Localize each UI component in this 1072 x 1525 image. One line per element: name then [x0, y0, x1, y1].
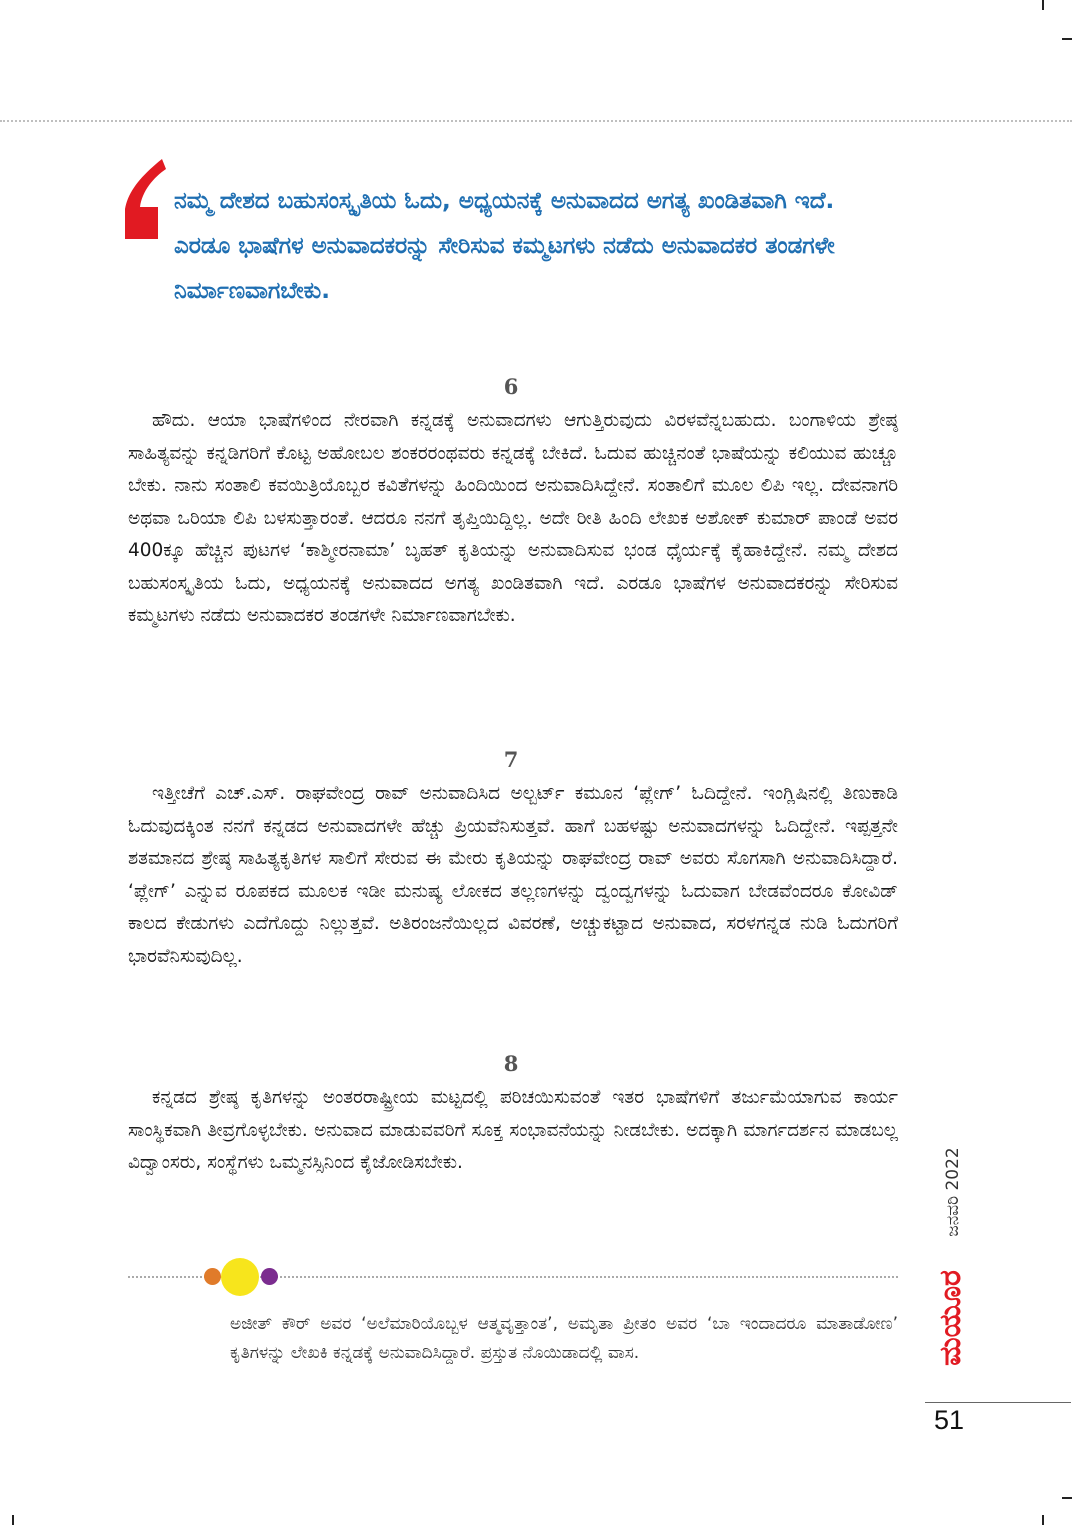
- issue-date: ಜನವರಿ 2022: [943, 1147, 963, 1237]
- purple-dot: [261, 1268, 278, 1285]
- crop-mark: [12, 1515, 14, 1525]
- orange-dot: [204, 1268, 221, 1285]
- crop-mark: [1042, 1515, 1044, 1525]
- page-number: 51: [934, 1405, 965, 1435]
- body-paragraph: ಇತ್ತೀಚೆಗೆ ಎಚ್.ಎಸ್. ರಾಘವೇಂದ್ರ ರಾವ್ ಅನುವಾದಿಸಿದ ಅಲ್ಬರ್ಟ್ ಕಮೂನ ‘ಪ್ಲೇಗ್’ ಓದಿದ್ದೇನೆ. ಇಂಗ್ಲಿಷಿನಲ್ಲಿ ತಿಣುಕಾಡಿ ಓದುವುದಕ್ಕಿಂತ ನನಗೆ ಕನ್ನಡದ ಅನುವಾದಗಳೇ ಹೆಚ್ಚು ಪ್ರಿಯವೆನಿಸುತ್ತವೆ. ಹಾಗೆ ಬಹಳಷ್ಟು ಅನುವಾದಗಳನ್ನು ಓದಿದ್ದೇನೆ. ಇಪ್ಪತ್ತನೇ ಶತಮಾನದ ಶ್ರೇಷ್ಠ ಸಾಹಿತ್ಯಕೃತಿಗಳ ಸಾಲಿಗೆ ಸೇರುವ ಈ ಮೇರು ಕೃತಿಯನ್ನು ರಾಘವೇಂದ್ರ ರಾವ್ ಅವರು ಸೊಗಸಾಗಿ ಅನುವಾದಿಸಿದ್ದಾರೆ. ‘ಪ್ಲೇಗ್’ ಎನ್ನುವ ರೂಪಕದ ಮೂಲಕ ಇಡೀ ಮನುಷ್ಯ ಲೋಕದ ತಲ್ಲಣಗಳನ್ನು ದ್ವಂದ್ವಗಳನ್ನು ಓದುವಾಗ ಬೇಡವೆಂದರೂ ಕೋವಿಡ್ ಕಾಲದ ಕೇಡುಗಳು ಎದೆಗೊದ್ದು ನಿಲ್ಲುತ್ತವೆ. ಅತಿರಂಜನೆಯಿಲ್ಲದ ವಿವರಣೆ, ಅಚ್ಚುಕಟ್ಟಾದ ಅನುವಾದ, ಸರಳಗನ್ನಡ ನುಡಿ ಓದುಗರಿಗೆ ಭಾರವೆನಿಸುವುದಿಲ್ಲ.: [128, 783, 898, 967]
- body-paragraph: ಹೌದು. ಆಯಾ ಭಾಷೆಗಳಿಂದ ನೇರವಾಗಿ ಕನ್ನಡಕ್ಕೆ ಅನುವಾದಗಳು ಆಗುತ್ತಿರುವುದು ವಿರಳವೆನ್ನಬಹುದು. ಬಂಗಾಳಿಯ ಶ್ರೇಷ್ಠ ಸಾಹಿತ್ಯವನ್ನು ಕನ್ನಡಿಗರಿಗೆ ಕೊಟ್ಟ ಅಹೋಬಲ ಶಂಕರರಂಥವರು ಕನ್ನಡಕ್ಕೆ ಬೇಕಿದೆ. ಓದುವ ಹುಚ್ಚಿನಂತೆ ಭಾಷೆಯನ್ನು ಕಲಿಯುವ ಹುಚ್ಚೂ ಬೇಕು. ನಾನು ಸಂತಾಲಿ ಕವಯಿತ್ರಿಯೊಬ್ಬರ ಕವಿತೆಗಳನ್ನು ಹಿಂದಿಯಿಂದ ಅನುವಾದಿಸಿದ್ದೇನೆ. ಸಂತಾಲಿಗೆ ಮೂಲ ಲಿಪಿ ಇಲ್ಲ. ದೇವನಾಗರಿ ಅಥವಾ ಒರಿಯಾ ಲಿಪಿ ಬಳಸುತ್ತಾರಂತೆ. ಆದರೂ ನನಗೆ ತೃಪ್ತಿಯಿದ್ದಿಲ್ಲ. ಅದೇ ರೀತಿ ಹಿಂದಿ ಲೇಖಕ ಅಶೋಕ್ ಕುಮಾರ್ ಪಾಂಡೆ ಅವರ 400ಕ್ಕೂ ಹೆಚ್ಚಿನ ಪುಟಗಳ ‘ಕಾಶ್ಮೀರನಾಮಾ’ ಬೃಹತ್ ಕೃತಿಯನ್ನು ಅನುವಾದಿಸುವ ಭಂಡ ಧೈರ್ಯಕ್ಕೆ ಕೈಹಾಕಿದ್ದೇನೆ. ನಮ್ಮ ದೇಶದ ಬಹುಸಂಸ್ಕೃತಿಯ ಓದು, ಅಧ್ಯಯನಕ್ಕೆ ಅನುವಾದದ ಅಗತ್ಯ ಖಂಡಿತವಾಗಿ ಇದೆ. ಎರಡೂ ಭಾಷೆಗಳ ಅನುವಾದಕರನ್ನು ಸೇರಿಸುವ ಕಮ್ಮಟಗಳು ನಡೆದು ಅನುವಾದಕರ ತಂಡಗಳೇ ನಿರ್ಮಾಣವಾಗಬೇಕು.: [128, 410, 898, 626]
- quote-mark-icon: [122, 157, 172, 247]
- magazine-logo: ಮಯೂರ: [933, 1270, 968, 1366]
- page-number-rule: [925, 1402, 1071, 1403]
- section-number: 7: [503, 747, 519, 772]
- crop-mark: [1062, 38, 1072, 40]
- body-paragraph: ಕನ್ನಡದ ಶ್ರೇಷ್ಠ ಕೃತಿಗಳನ್ನು ಅಂತರರಾಷ್ಟ್ರೀಯ ಮಟ್ಟದಲ್ಲಿ ಪರಿಚಯಿಸುವಂತೆ ಇತರ ಭಾಷೆಗಳಿಗೆ ತರ್ಜುಮೆಯಾಗುವ ಕಾರ್ಯ ಸಾಂಸ್ಥಿಕವಾಗಿ ತೀವ್ರಗೊಳ್ಳಬೇಕು. ಅನುವಾದ ಮಾಡುವವರಿಗೆ ಸೂಕ್ತ ಸಂಭಾವನೆಯನ್ನು ನೀಡಬೇಕು. ಅದಕ್ಕಾಗಿ ಮಾರ್ಗದರ್ಶನ ಮಾಡಬಲ್ಲ ವಿದ್ವಾಂಸರು, ಸಂಸ್ಥೆಗಳು ಒಮ್ಮನಸ್ಸಿನಿಂದ ಕೈಜೋಡಿಸಬೇಕು.: [128, 1087, 898, 1173]
- yellow-dot: [221, 1258, 259, 1296]
- section-number: 6: [503, 374, 519, 399]
- crop-mark: [1062, 1497, 1072, 1499]
- section-number: 8: [503, 1051, 519, 1076]
- author-bio: ಅಜೀತ್ ಕೌರ್ ಅವರ ‘ಅಲೆಮಾರಿಯೊಬ್ಬಳ ಆತ್ಮವೃತ್ತಾಂತ’, ಅಮೃತಾ ಪ್ರೀತಂ ಅವರ ‘ಬಾ ಇಂದಾದರೂ ಮಾತಾಡೋಣ’ ಕೃತಿಗಳನ್ನು ಲೇಖಕಿ ಕನ್ನಡಕ್ಕೆ ಅನುವಾದಿಸಿದ್ದಾರೆ. ಪ್ರಸ್ತುತ ನೊಯಿಡಾದಲ್ಲಿ ವಾಸ.: [230, 1314, 898, 1363]
- pull-quote-text: ನಮ್ಮ ದೇಶದ ಬಹುಸಂಸ್ಕೃತಿಯ ಓದು, ಅಧ್ಯಯನಕ್ಕೆ ಅನುವಾದದ ಅಗತ್ಯ ಖಂಡಿತವಾಗಿ ಇದೆ. ಎರಡೂ ಭಾಷೆಗಳ ಅನುವಾದಕರನ್ನು ಸೇರಿಸುವ ಕಮ್ಮಟಗಳು ನಡೆದು ಅನುವಾದಕರ ತಂಡಗಳೇ ನಿರ್ಮಾಣವಾಗಬೇಕು.: [174, 188, 835, 304]
- crop-mark: [1042, 0, 1044, 10]
- top-dotted-rule: [0, 120, 1072, 122]
